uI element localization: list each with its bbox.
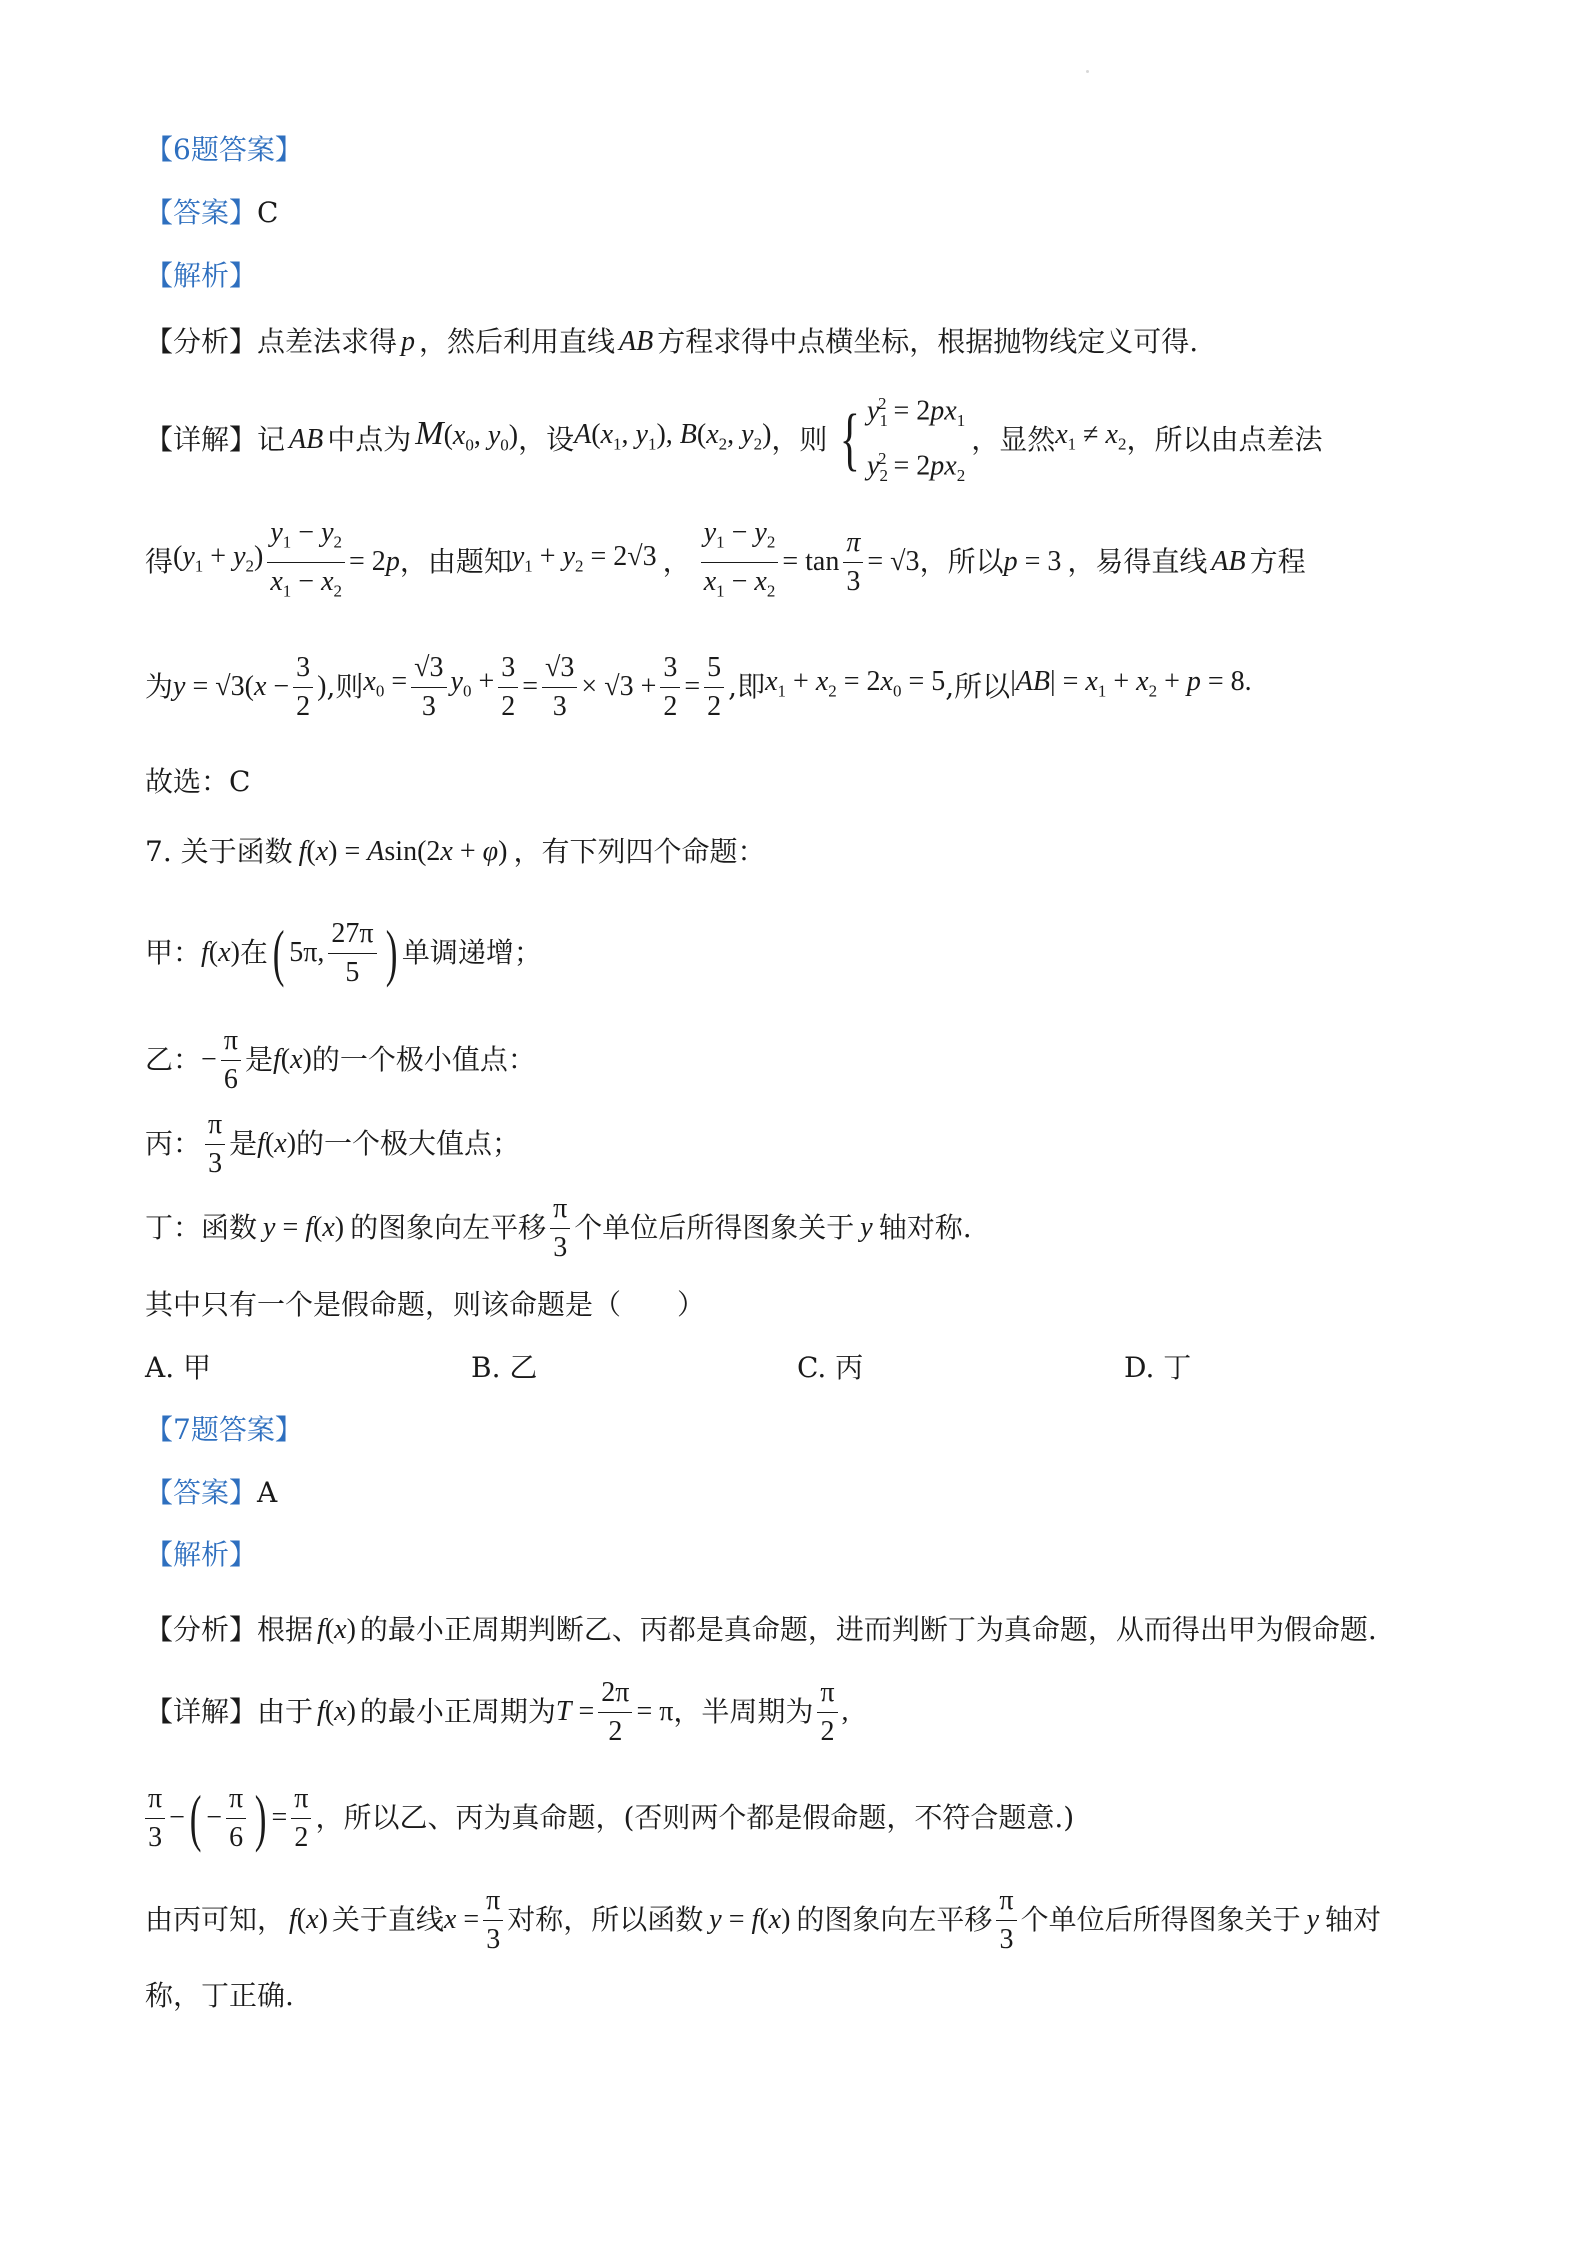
text: ,所以 [945, 670, 1011, 703]
conclusion-text: 故选：C [145, 765, 251, 798]
q6-analysis-header [145, 256, 1455, 296]
text: 个单位后所得图象关于 [574, 1211, 855, 1244]
fenxi-text: 点差法求得 [257, 325, 398, 358]
q6-detail-line-3: 为 y = √3(x − $\frac{3}{2}$ ) ,则 $x_0$ = $\frac{√3}{3}$ $y_0$ + $\frac{3}{2}$ = $\frac{√3}{3}$ × √3 + $\frac{3}{2}$ = $\frac{5}{2}$ ,即 $x_1 + x_2 = 2x_0 = 5$ ,所以 $|AB| = x_1 + x_2 + p = 8$. [145, 651, 1252, 722]
statement-label: 乙： [145, 1043, 202, 1076]
statement-label: 丁：函数 [145, 1211, 258, 1244]
statement-ding: 丁：函数 y = f(x) 的图象向左平移 $\frac{\pi}{3}$ 个单位后所得图象关于 y 轴对称. [145, 1192, 972, 1263]
text: 是 [229, 1127, 258, 1160]
xiangjie-label: 【详解】 [145, 1695, 258, 1728]
math-p: p [401, 326, 416, 357]
scan-speck [1086, 70, 1089, 73]
text: ，所以乙、丙为真命题，(否则两个都是假命题，不符合题意.) [315, 1801, 1075, 1834]
text: ，所以 [919, 545, 1004, 578]
option-b: B. 乙 [471, 1351, 538, 1384]
question-stem: ，有下列四个命题： [513, 835, 766, 868]
text: 为 [145, 670, 174, 703]
option-d: D. 丁 [1124, 1351, 1192, 1384]
text: 记 [257, 423, 286, 456]
text: 的最小正周期为 [359, 1695, 556, 1728]
text: 关于直线 [331, 1903, 444, 1936]
text: 的图象向左平移 [796, 1903, 993, 1936]
statement-label: 甲： [145, 936, 202, 969]
text: ,则 [326, 670, 364, 703]
option-c: C. 丙 [797, 1351, 864, 1384]
fenxi-label: 【分析】 [145, 1613, 258, 1646]
q7-answer-header [145, 1410, 1455, 1450]
text: ，易得直线 [1067, 545, 1208, 578]
math-ab: AB [619, 326, 654, 357]
q7-detail-line-2: $\frac{\pi}{3}$ − ( − $\frac{\pi}{6}$ ) = $\frac{\pi}{2}$ ，所以乙、丙为真命题，(否则两个都是假命题，不符合题意.) [145, 1775, 1455, 1861]
text: 中点为 [327, 423, 412, 456]
q6-detail-line-2: 得 $(y_1 + y_2)$ $\frac{y_1 - y_2}{x_1 - x_2}$ = 2p ，由题知 $y_1 + y_2 = 2√3$ ， $\frac{y_1 - y_2}{x_1 - x_2}$ = tan $\frac{\pi}{3}$ = √3 ，所以 p = 3 ，易得直线 AB 方程 [145, 516, 1306, 601]
text: 单调递增； [401, 936, 542, 969]
q7-fenxi-line: 【分析】 根据 f(x) 的最小正周期判断乙、丙都是真命题，进而判断丁为真命题，从而得出甲为假命题. [145, 1610, 1455, 1650]
answer-value: C [257, 196, 279, 229]
q7-detail-line-3: 由丙可知， f(x) 关于直线 x = $\frac{\pi}{3}$ 对称，所以函数 y = f(x) 的图象向左平移 $\frac{\pi}{3}$ 个单位后所得图象关于 y 轴对 [145, 1884, 1382, 1955]
q6-answer-header [145, 130, 1455, 170]
text: 轴对称. [878, 1211, 972, 1244]
q6-fenxi-line [145, 322, 1455, 362]
text: 的图象向左平移 [350, 1211, 547, 1244]
text: 的最小正周期判断乙、丙都是真命题，进而判断丁为真命题，从而得出甲为假命题. [359, 1613, 1377, 1646]
q6-conclusion [145, 762, 1455, 802]
q7-stem: 7. 关于函数 f(x) = Asin(2x + φ) ，有下列四个命题： [145, 832, 1455, 872]
text: ，显然 [971, 423, 1056, 456]
text: 由丙可知， [145, 1903, 286, 1936]
answer-label: 【答案】 [145, 1476, 258, 1509]
q7-question [145, 1285, 1455, 1325]
fenxi-text: ，然后利用直线 [419, 325, 616, 358]
answer-header-text: 【7题答案】 [145, 1413, 303, 1446]
text: 方程 [1249, 545, 1306, 578]
fenxi-text: 方程求得中点横坐标，根据抛物线定义可得. [657, 325, 1199, 358]
q7-detail-line-4 [145, 1976, 1455, 2016]
text: ，半周期为 [673, 1695, 814, 1728]
math-y: y [860, 1212, 873, 1243]
equation-system: { $y_1^2 = 2px_1$ $y_2^2 = 2px_2$ [840, 394, 966, 485]
question-stem: 7. 关于函数 [145, 835, 293, 868]
q7-analysis-header [145, 1535, 1455, 1575]
text: ，则 [771, 423, 828, 456]
answer-label: 【答案】 [145, 196, 258, 229]
text: 轴对 [1325, 1903, 1382, 1936]
xiangjie-label: 【详解】 [145, 423, 258, 456]
q6-detail-line-1: 【详解】 记 AB 中点为 $M(x_0$, $y_0$) ，设 $A(x_1$, $y_1$), $B(x_2$, $y_2$) ，则 { $y_1^2 = 2px_1$ $y_2^2 = 2px_2$ ，显然 $x_1 \ne x_2$ ，所以由点差法 [145, 395, 1455, 485]
text: 对称，所以函数 [507, 1903, 704, 1936]
analysis-header-text: 【解析】 [145, 259, 258, 292]
text: ，所以由点差法 [1126, 423, 1323, 456]
fenxi-label: 【分析】 [145, 325, 258, 358]
text: 是 [244, 1043, 273, 1076]
text: 个单位后所得图象关于 [1020, 1903, 1301, 1936]
question-text: 其中只有一个是假命题，则该命题是（ ） [145, 1288, 706, 1321]
text: 得 [145, 545, 174, 578]
text: ，由题知 [399, 545, 512, 578]
text: 由于 [257, 1695, 314, 1728]
option-a: A. 甲 [145, 1351, 212, 1384]
text: 称，丁正确. [145, 1979, 294, 2012]
text: 根据 [257, 1613, 314, 1646]
q6-answer-line [145, 193, 1455, 233]
text: 的一个极小值点： [311, 1043, 536, 1076]
statement-jia: 甲： f(x) 在 ( 5π, $\frac{27\pi}{5}$ ) 单调递增； [145, 917, 542, 988]
statement-bing: 丙： $\frac{\pi}{3}$ 是 f(x) 的一个极大值点； [145, 1108, 521, 1179]
text: 在 [239, 936, 268, 969]
q7-detail-line-1: 【详解】 由于 f(x) 的最小正周期为 T = $\frac{2\pi}{2}$ = π ，半周期为 $\frac{\pi}{2}$ , [145, 1676, 849, 1747]
text: ,即 [728, 670, 766, 703]
text: 的一个极大值点； [296, 1127, 521, 1160]
text: ，设 [518, 423, 575, 456]
q7-answer-line [145, 1473, 1455, 1513]
answer-value: A [257, 1476, 278, 1509]
q6-answer-header-text: 【6题答案】 [145, 133, 303, 166]
statement-label: 丙： [145, 1127, 202, 1160]
analysis-header-text: 【解析】 [145, 1538, 258, 1571]
statement-yi: 乙： − $\frac{\pi}{6}$ 是 f(x) 的一个极小值点： [145, 1024, 536, 1095]
